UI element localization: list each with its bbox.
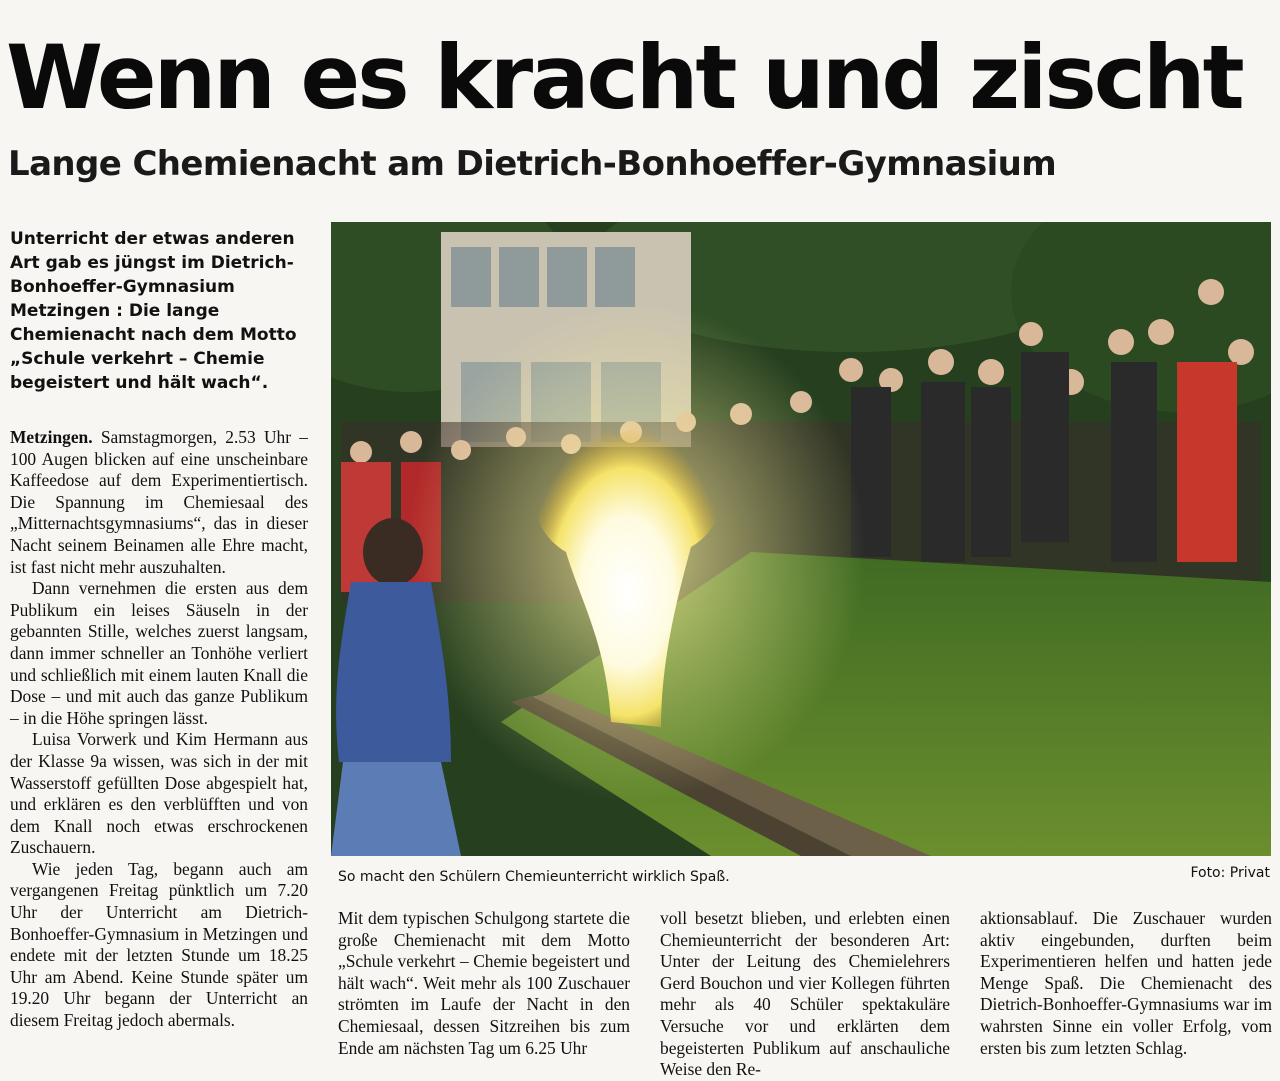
photo-caption: So macht den Schülern Chemieunterricht wirklich Spaß.	[338, 869, 730, 885]
article-column-2	[338, 908, 630, 1059]
paragraph-7: aktionsablauf. Die Zuschauer wurden aktiv eingebunden, durften beim Experimentieren helfen und hatten jede Menge Spaß. Die Chemienacht des Dietrich-Bonhoeffer-Gymnasiums war im wahrsten Sinne ein voller Erfolg, vom ersten bis zum letzten Schlag.	[980, 908, 1272, 1058]
photo-credit: Foto: Privat	[1190, 865, 1270, 881]
article-column-3	[660, 908, 950, 1081]
headline: Wenn es kracht und zischt	[6, 26, 1242, 129]
paragraph-5: Mit dem typischen Schulgong startete die große Chemienacht mit dem Motto „Schule verkehrt – Chemie begeistert und hält wach“. Weit mehr als 100 Zuschauer strömten im Laufe der Nacht in den Chemiesaal, dessen Sitzreihen bis zum Ende am nächsten Tag um 6.25 Uhr	[338, 908, 630, 1058]
lead-paragraph: Unterricht der etwas anderen Art gab es jüngst im Dietrich-Bonhoeffer-Gymnasium Metzingen : Die lange Chemienacht nach dem Motto „Schule verkehrt – Chemie begeistert und hält wach“.	[10, 229, 297, 393]
subheadline: Lange Chemienacht am Dietrich-Bonhoeffer-Gymnasium	[8, 144, 1057, 184]
paragraph-4: Wie jeden Tag, begann auch am vergangenen Freitag pünktlich um 7.20 Uhr der Unterricht am Dietrich-Bonhoeffer-Gymnasium in Metzingen und endete mit der letzten Stunde um 18.25 Uhr am Abend. Keine Stunde später um 19.20 Uhr begann der Unterricht an diesem Freitag jedoch abermals.	[10, 858, 308, 1031]
article-photo	[331, 222, 1271, 856]
article-column-1	[10, 427, 308, 1032]
photo-illustration	[331, 222, 1271, 856]
paragraph-6: voll besetzt blieben, und erlebten einen Chemieunterricht der besonderen Art: Unter der Leitung des Chemielehrers Gerd Bouchon und vier Kollegen führten mehr als 40 Schüler spektakuläre Versuche vor und erklärten dem begeisterten Publikum auf anschauliche Weise den Re-	[660, 908, 950, 1080]
paragraph-2: Dann vernehmen die ersten aus dem Publikum ein leises Säuseln in der gebannten Stille, welches zuerst langsam, dann immer schneller an Tonhöhe verliert und schließlich mit einem lauten Knall die Dose – und mit auch das ganze Publikum – in die Höhe springen lässt.	[10, 578, 308, 728]
paragraph-1-text: Samstagmorgen, 2.53 Uhr – 100 Augen blicken auf eine unscheinbare Kaffeedose auf dem Experimentiertisch. Die Spannung im Chemiesaal des „Mitternachtsgymnasiums“, das in dieser Nacht seinem Beinamen alle Ehre macht, ist fast nicht mehr auszuhalten.	[10, 427, 308, 577]
paragraph-3: Luisa Vorwerk und Kim Hermann aus der Klasse 9a wissen, was sich in der mit Wasserstoff gefüllten Dose abgespielt hat, und erklären es den verblüfften und von dem Knall noch etwas erschrockenen Zuschauern.	[10, 729, 308, 858]
article-column-4	[980, 908, 1272, 1059]
paragraph-1	[10, 427, 308, 578]
dateline: Metzingen.	[10, 427, 93, 447]
